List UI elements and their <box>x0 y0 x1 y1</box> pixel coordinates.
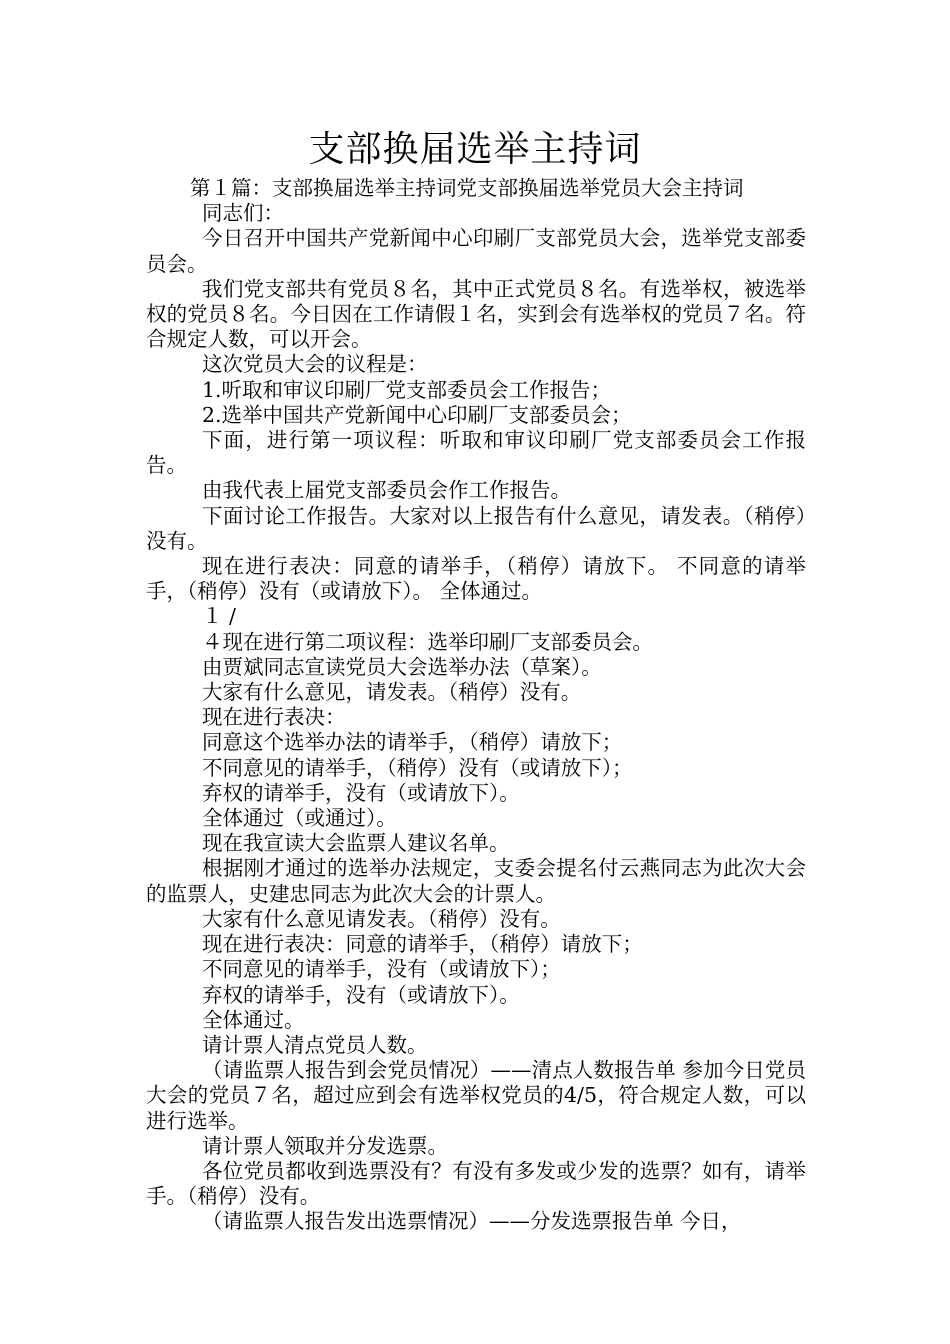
document-body <box>146 176 806 1235</box>
paragraph: 大家有什么意见请发表。（稍停）没有。 <box>202 906 561 931</box>
page-number: １ / <box>202 604 236 629</box>
paragraph: 同意这个选举办法的请举手，（稍停）请放下； <box>202 730 623 755</box>
paragraph: 今日召开中国共产党新闻中心印刷厂支部党员大会，选举党支部委员会。 <box>146 226 806 276</box>
paragraph: 根据刚才通过的选举办法规定，支委会提名付云燕同志为此次大会的监票人，史建忠同志为此次大会的计票人。 <box>146 856 806 906</box>
paragraph: 弃权的请举手，没有（或请放下）。 <box>202 982 520 1007</box>
paragraph: 我们党支部共有党员８名，其中正式党员８名。有选举权，被选举权的党员８名。今日因在工作请假１名，实到会有选举权的党员７名。符合规定人数，可以开会。 <box>146 276 806 352</box>
paragraph: 由我代表上届党支部委员会作工作报告。 <box>202 478 571 503</box>
paragraph: 由贾斌同志宣读党员大会选举办法（草案）。 <box>202 654 602 679</box>
paragraph: 全体通过（或通过）。 <box>202 806 397 831</box>
paragraph: 不同意见的请举手，没有（或请放下）； <box>202 957 561 982</box>
paragraph: 现在进行表决： <box>202 705 346 730</box>
paragraph: 这次党员大会的议程是： <box>202 352 428 377</box>
paragraph: 请计票人领取并分发选票。 <box>202 1133 448 1158</box>
paragraph: ４现在进行第二项议程：选举印刷厂支部委员会。 <box>202 629 653 654</box>
paragraph: 大家有什么意见，请发表。（稍停）没有。 <box>202 680 582 705</box>
document-title: 支部换届选举主持词 <box>308 129 642 170</box>
paragraph: 现在进行表决：同意的请举手，（稍停）请放下。 不同意的请举手，（稍停）没有（或请放下）。 全体通过。 <box>146 554 806 604</box>
paragraph: 现在进行表决：同意的请举手，（稍停）请放下； <box>202 932 643 957</box>
paragraph: 全体通过。 <box>202 1007 305 1032</box>
paragraph: （请监票人报告发出选票情况）——分发选票报告单 今日， <box>202 1209 742 1234</box>
paragraph: 下面，进行第一项议程：听取和审议印刷厂党支部委员会工作报告。 <box>146 428 806 478</box>
paragraph: 2.选举中国共产党新闻中心印刷厂支部委员会； <box>202 402 632 427</box>
paragraph: 1.听取和审议印刷厂党支部委员会工作报告； <box>202 377 612 402</box>
document-subtitle: 第１篇：支部换届选举主持词党支部换届选举党员大会主持词 <box>190 176 744 200</box>
paragraph: 现在我宣读大会监票人建议名单。 <box>202 831 510 856</box>
paragraph: 不同意见的请举手，（稍停）没有（或请放下）； <box>202 755 633 780</box>
paragraph: （请监票人报告到会党员情况）——清点人数报告单 参加今日党员大会的党员７名，超过应到会有选举权党员的4/5，符合规定人数，可以进行选举。 <box>146 1058 806 1133</box>
paragraph: 弃权的请举手，没有（或请放下）。 <box>202 780 520 805</box>
paragraph: 各位党员都收到选票没有？有没有多发或少发的选票？如有，请举手。（稍停）没有。 <box>146 1158 806 1209</box>
paragraph: 下面讨论工作报告。大家对以上报告有什么意见，请发表。（稍停）没有。 <box>146 503 806 553</box>
paragraph: 同志们： <box>202 201 284 226</box>
paragraph: 请计票人清点党员人数。 <box>202 1032 428 1057</box>
